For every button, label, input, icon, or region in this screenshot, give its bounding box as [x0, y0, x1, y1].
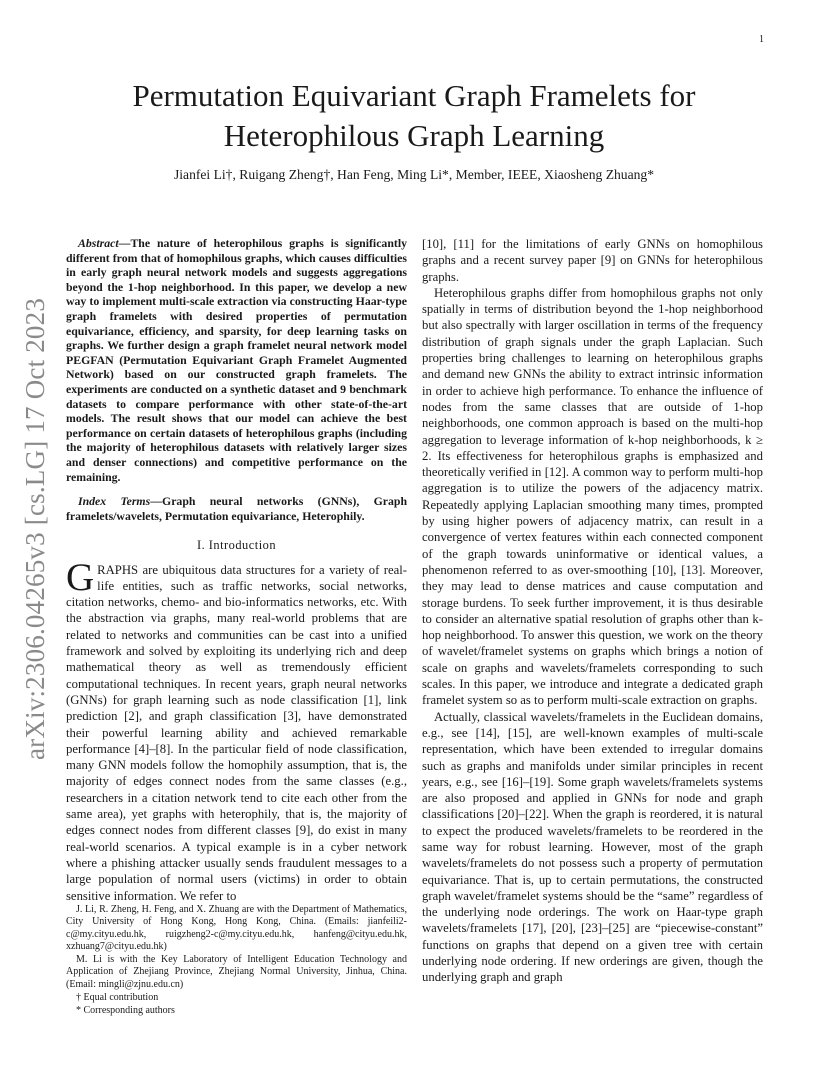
paper-title: Permutation Equivariant Graph Framelets for Heterophilous Graph Learning — [132, 78, 696, 153]
right-paragraph-3: Actually, classical wavelets/framelets in the Euclidean domains, e.g., see [14], [15], are well-known examples of multi-scale representation, which have been extended to irregular domains such as graphs and manifolds under similar principles in recent years, e.g., see [16]–[19]. Some graph wavelets/framelets systems are also proposed and applied in GNNs for node and graph classifications [20]–[22]. When the graph is reordered, it is natural to expect the produced wavelets/framelets to be reordered in the same way for robust learning. However, most of the graph wavelets/framelets do not possess such a property of permutation equivariance. That is, up to certain permutations, the constructed graph wavelet/framelet systems should be the “same” regardless of the underlying node orderings. The work on Haar-type graph wavelets/framelets [17], [20], [23]–[25] are “piecewise-constant” functions on graphs that depend on a given tree with certain underlying node ordering. If new orderings are given, though the underlying graph and graph — [422, 709, 763, 985]
arxiv-stamp: arXiv:2306.04265v3 [cs.LG] 17 Oct 2023 — [20, 297, 50, 760]
abstract-lead: Abstract — [78, 236, 119, 250]
left-column — [66, 236, 407, 904]
right-column — [422, 236, 763, 986]
footnotes — [66, 904, 407, 1019]
author-list: Jianfei Li†, Ruigang Zheng†, Han Feng, Ming Li*, Member, IEEE, Xiaosheng Zhuang* — [173, 167, 655, 182]
right-paragraph-2: Heterophilous graphs differ from homophilous graphs not only spatially in terms of distribution beyond the 1-hop neighborhood but also spectrally with larger oscillation in terms of the frequency distribution of graph signals under the graph Laplacian. Such properties bring challenges to learning on heterophilous graphs and demand new GNNs the ability to extract intrinsic information in order to achieve high performance. To enhance the influence of nodes from the same classes that are outside of 1-hop neighborhoods, one common approach is based on the multi-hop aggregation to leverage information of k-hop neighborhoods, k ≥ 2. Its effectiveness for heterophilous graphs is emphasized and theoretically verified in [12]. A common way to perform multi-hop aggregation is to utilize the powers of the adjacency matrix. Repeatedly applying Laplacian smoothing many times, prompted by using higher powers of adjacency matrix, can result in a convergence of vertex features within each connected component of the graph towards uninformative or identical values, a phenomenon referred to as over-smoothing [10], [13]. Moreover, they may lead to dense matrices and cause computation and storage burdens. To seek further improvement, it is thus desirable to consider an alternative spatial resolution of graphs other than k-hop neighborhood. To answer this question, we work on the theory of wavelet/framelet systems on graphs which brings a notion of scale on graphs and wavelets/framelets corresponding to such scales. In this paper, we introduce and integrate a dedicated graph framelet system so as to perform multi-scale extraction on graphs. — [422, 285, 763, 708]
index-lead: Index Terms — [78, 494, 151, 509]
abstract — [66, 236, 407, 484]
page-number: 1 — [759, 34, 764, 45]
intro-text: RAPHS are ubiquitous data structures for a variety of real-life entities, such as traffic networks, social networks, citation networks, chemo- and bio-informatics networks, etc. With the abstraction via graphs, many real-world problems that are related to networks and communities can be cast into a unified framework and solved by exploiting its underlying rich and deep mathematical theory as well as tremendously efficient computational techniques. In recent years, graph neural networks (GNNs) for graph learning such as node classification [1], link prediction [2], and graph classification [3], have demonstrated their powerful learning ability and achieved remarkable performance [4]–[8]. In the particular field of node classification, many GNN models follow the homophily assumption, that is, the majority of edges connect nodes from the same classes (e.g., researchers in a citation network tend to cite each other from the same area), yet graphs with heterophily, that is, the majority of edges connect nodes from different classes [9], do exist in many real-world scenarios. A typical example is in a cyber network where a phishing attacker usually sends fraudulent messages to a large population of normal users (victims) in order to obtain sensitive information. We refer to — [66, 562, 407, 903]
drop-cap: G — [66, 555, 95, 599]
footnote-affiliation-2: M. Li is with the Key Laboratory of Intelligent Education Technology and Application of Zhejiang Province, Zhejiang Normal University, Jinhua, China. (Email: mingli@zjnu.edu.cn) — [66, 954, 407, 990]
footnote-affiliation: J. Li, R. Zheng, H. Feng, and X. Zhuang are with the Department of Mathematics, City University of Hong Kong, Hong Kong, China. (Emails: jianfeili2-c@my.cityu.edu.hk, ruigzheng2-c@my.cityu.edu.hk, hanfeng@cityu.edu.hk, xzhuang7@cityu.edu.hk) — [66, 904, 407, 952]
right-paragraph-1: [10], [11] for the limitations of early GNNs on homophilous graphs and a recent survey paper [9] on GNNs for heterophilous graphs. — [422, 237, 763, 284]
intro-paragraph — [66, 555, 407, 904]
section-title: I. Introduction — [196, 538, 277, 553]
footnote-corresponding: * Corresponding authors — [76, 1005, 175, 1017]
index-terms — [66, 494, 407, 523]
footnote-equal-contribution: † Equal contribution — [76, 992, 159, 1004]
abstract-body: —The nature of heterophilous graphs is significantly different from that of homophilous graphs, which causes difficulties in early graph neural network models and suggests aggregations beyond the 1-hop neighborhood. In this paper, we develop a new way to implement multi-scale extraction via constructing Haar-type graph framelets with desired properties of permutation equivariance, efficiency, and sparsity, for deep learning tasks on graphs. We further design a graph framelet neural network model PEGFAN (Permutation Equivariant Graph Framelet Augmented Network) based on our constructed graph framelets. The experiments are conducted on a synthetic dataset and 9 benchmark datasets to compare performance with other state-of-the-art models. The result shows that our model can achieve the best performance on certain datasets of heterophilous graphs (including the majority of heterophilous datasets with relatively larger sizes and denser connections) and competitive performance on the remaining. — [66, 236, 407, 484]
index-body: —Graph neural networks (GNNs), Graph framelets/wavelets, Permutation equivariance, Heterophily. — [66, 494, 408, 523]
